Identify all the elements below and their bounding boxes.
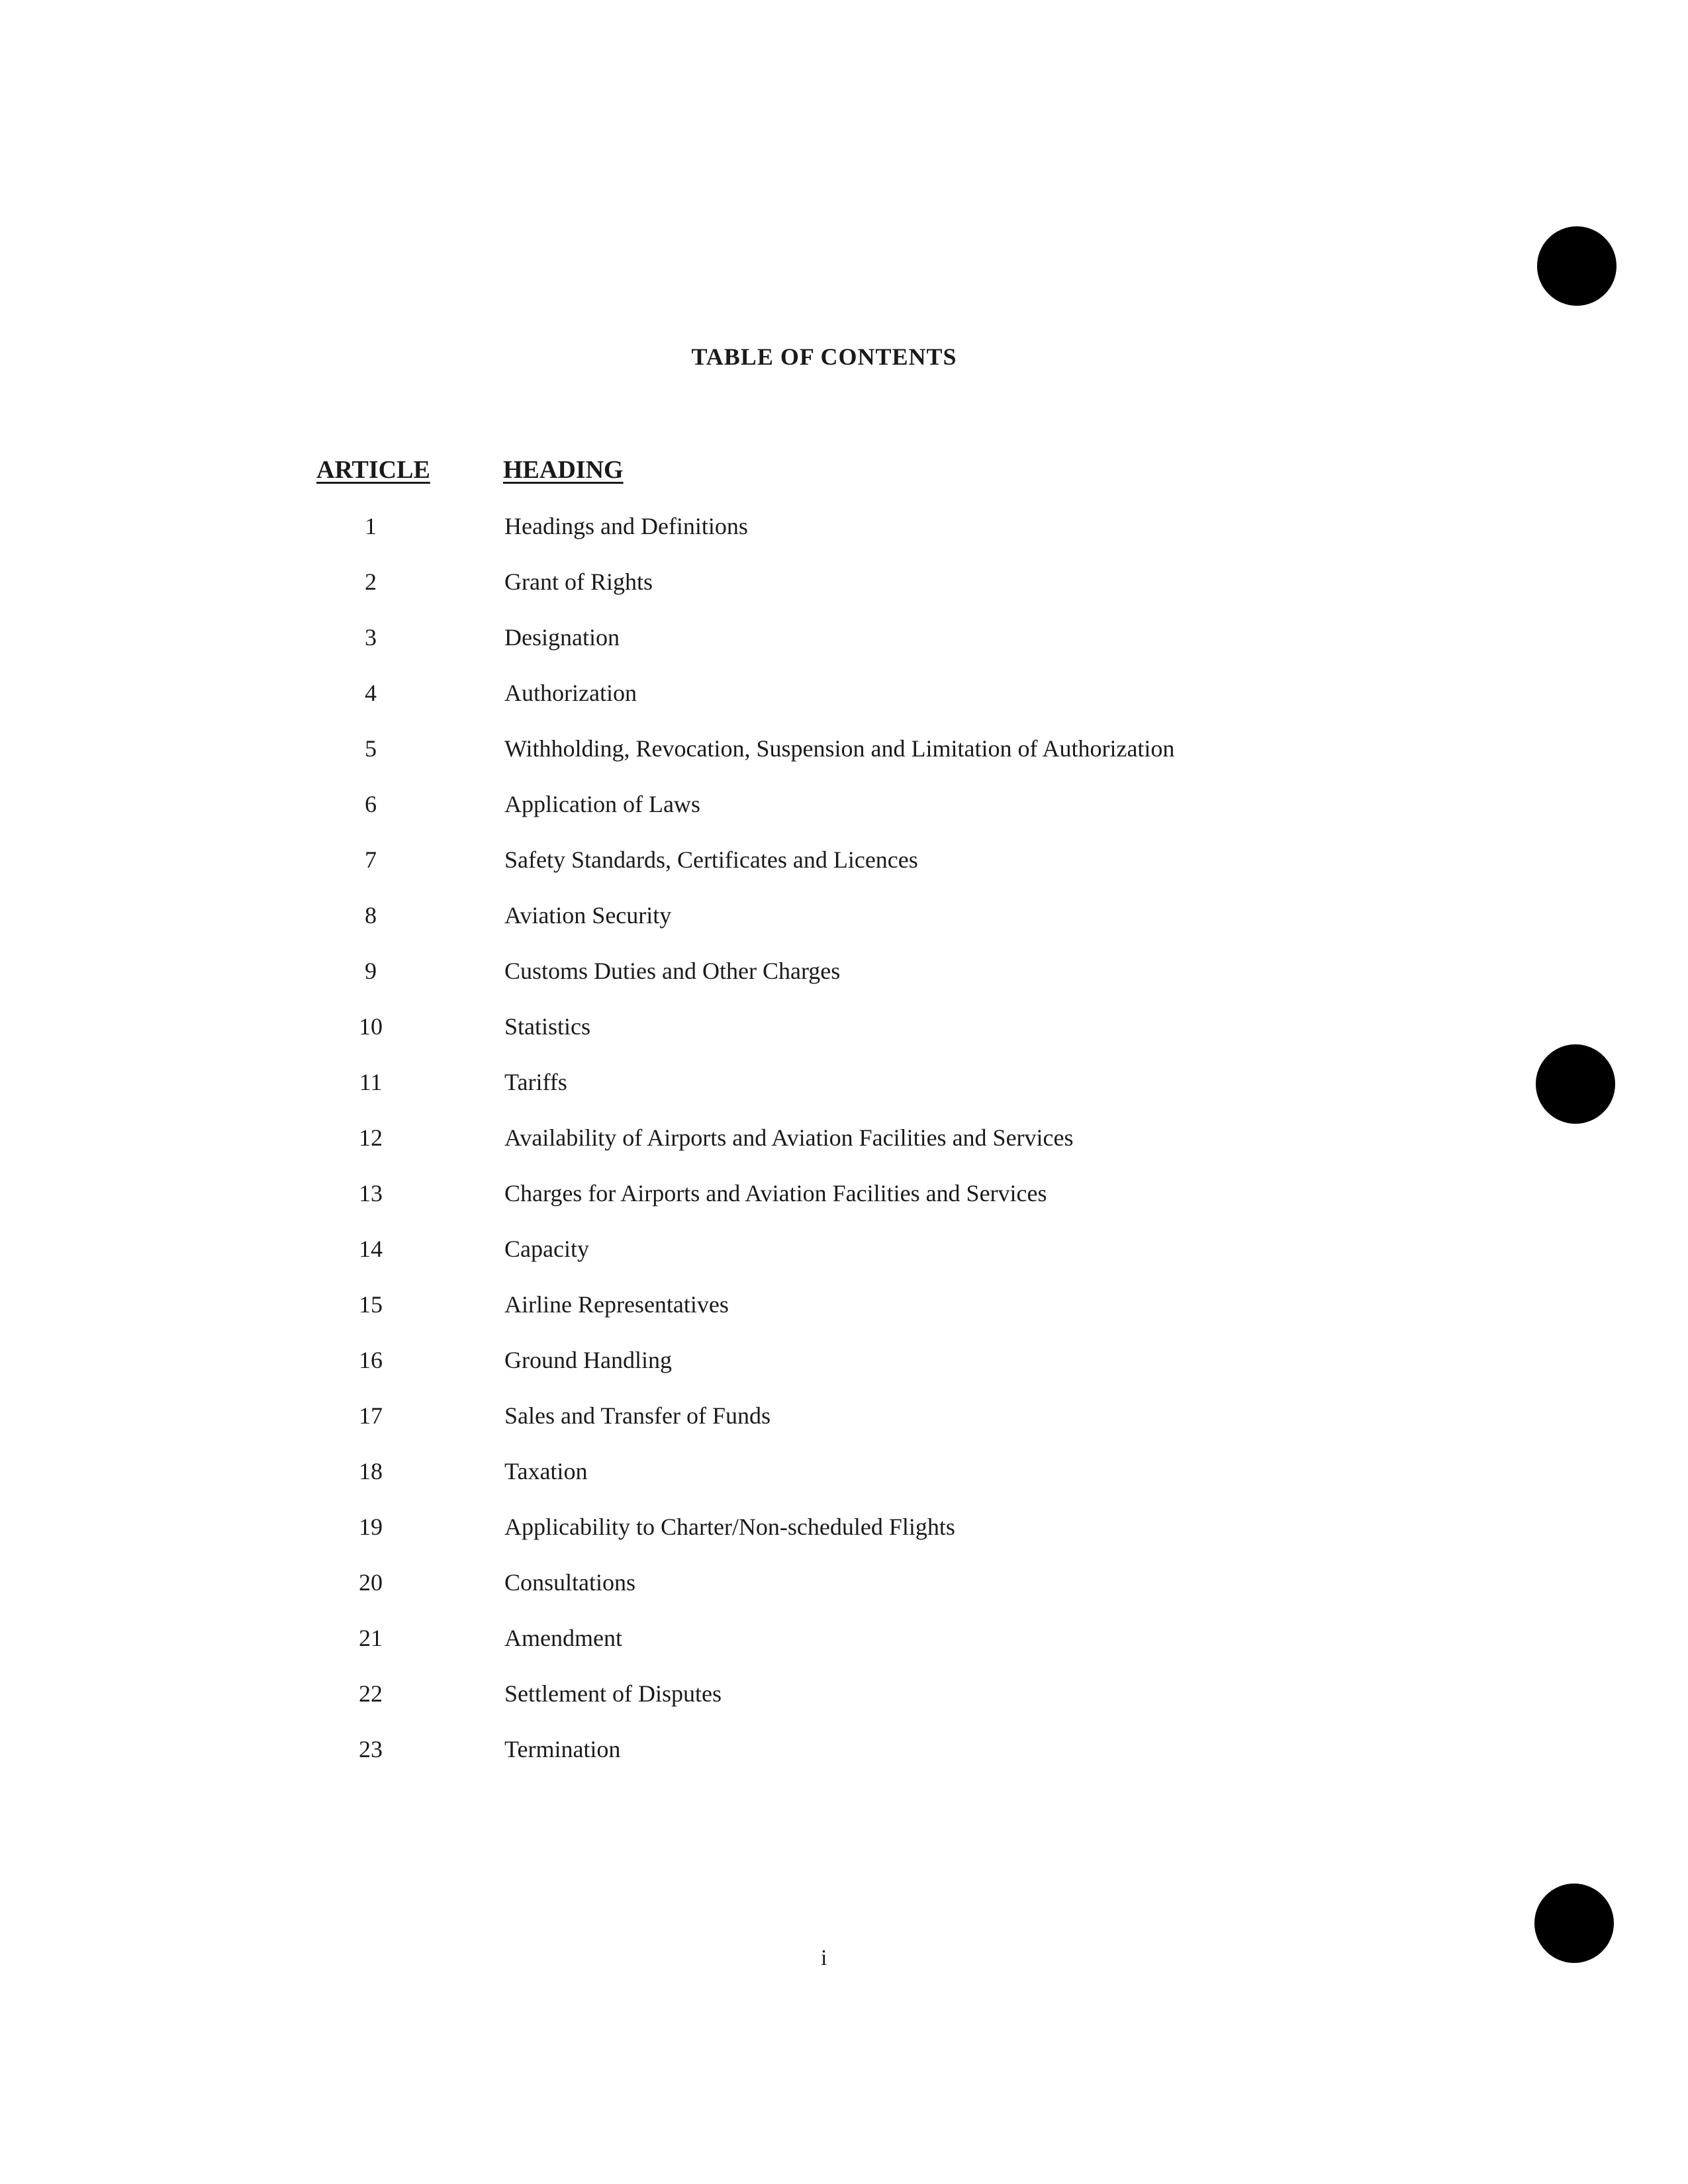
article-heading: Availability of Airports and Aviation Facilities and Services <box>504 1124 1074 1151</box>
article-heading: Airline Representatives <box>504 1291 729 1318</box>
toc-entry <box>0 727 1589 782</box>
article-heading: Amendment <box>504 1625 622 1651</box>
toc-entry <box>0 1727 1589 1783</box>
article-number: 9 <box>365 958 377 984</box>
article-number: 4 <box>365 680 377 706</box>
toc-entry <box>0 1338 1589 1394</box>
article-heading: Taxation <box>504 1458 588 1484</box>
toc-entry <box>0 1394 1589 1449</box>
article-heading: Withholding, Revocation, Suspension and Limitation of Authorization <box>504 735 1175 762</box>
toc-entry <box>0 1283 1589 1338</box>
toc-entry <box>0 949 1589 1005</box>
article-number: 7 <box>365 846 377 873</box>
article-number: 22 <box>359 1680 383 1707</box>
article-number: 20 <box>359 1569 383 1596</box>
toc-entry <box>0 782 1589 838</box>
article-number: 17 <box>359 1402 383 1429</box>
article-heading: Charges for Airports and Aviation Facilities and Services <box>504 1180 1047 1206</box>
article-heading: Designation <box>504 624 620 651</box>
punch-hole-bottom <box>1534 1884 1614 1963</box>
article-heading: Customs Duties and Other Charges <box>504 958 841 984</box>
article-number: 3 <box>365 624 377 651</box>
article-heading: Application of Laws <box>504 791 700 817</box>
article-heading: Authorization <box>504 680 637 706</box>
toc-entry <box>0 1672 1589 1727</box>
article-number: 18 <box>359 1458 383 1484</box>
page-title: TABLE OF CONTENTS <box>691 343 957 370</box>
article-number: 14 <box>359 1236 383 1262</box>
article-heading: Safety Standards, Certificates and Licences <box>504 846 918 873</box>
toc-entry <box>0 671 1589 727</box>
toc-entry <box>0 560 1589 615</box>
article-number: 6 <box>365 791 377 817</box>
toc-entry <box>0 838 1589 893</box>
article-heading: Ground Handling <box>504 1347 672 1373</box>
toc-entry <box>0 504 1589 560</box>
article-number: 23 <box>359 1736 383 1762</box>
article-heading: Tariffs <box>504 1069 567 1095</box>
article-number: 16 <box>359 1347 383 1373</box>
punch-hole-top <box>1537 226 1617 306</box>
toc-entry <box>0 893 1589 949</box>
article-number: 2 <box>365 569 377 595</box>
toc-entry <box>0 1449 1589 1505</box>
article-heading: Applicability to Charter/Non-scheduled Flights <box>504 1514 955 1540</box>
article-number: 11 <box>359 1069 383 1095</box>
article-heading: Headings and Definitions <box>504 513 748 539</box>
article-number: 21 <box>359 1625 383 1651</box>
article-heading: Consultations <box>504 1569 636 1596</box>
article-number: 12 <box>359 1124 383 1151</box>
article-number: 1 <box>365 513 377 539</box>
toc-entry <box>0 1561 1589 1616</box>
toc-entry <box>0 1616 1589 1672</box>
article-heading: Aviation Security <box>504 902 672 929</box>
article-number: 8 <box>365 902 377 929</box>
article-heading: Termination <box>504 1736 621 1762</box>
toc-entry <box>0 1116 1589 1171</box>
article-number: 5 <box>365 735 377 762</box>
toc-list <box>0 504 1589 1783</box>
toc-entry <box>0 1171 1589 1227</box>
toc-entry <box>0 615 1589 671</box>
article-number: 19 <box>359 1514 383 1540</box>
article-heading: Statistics <box>504 1013 591 1040</box>
article-number: 10 <box>359 1013 383 1040</box>
heading-column-header: HEADING <box>503 456 624 484</box>
article-number: 13 <box>359 1180 383 1206</box>
page-number: i <box>821 1946 827 1970</box>
article-heading: Sales and Transfer of Funds <box>504 1402 771 1429</box>
article-heading: Grant of Rights <box>504 569 653 595</box>
toc-entry <box>0 1005 1589 1060</box>
toc-entry <box>0 1505 1589 1561</box>
article-heading: Settlement of Disputes <box>504 1680 722 1707</box>
toc-entry <box>0 1060 1589 1116</box>
article-number: 15 <box>359 1291 383 1318</box>
article-column-header: ARTICLE <box>316 456 430 484</box>
toc-entry <box>0 1227 1589 1283</box>
article-heading: Capacity <box>504 1236 589 1262</box>
